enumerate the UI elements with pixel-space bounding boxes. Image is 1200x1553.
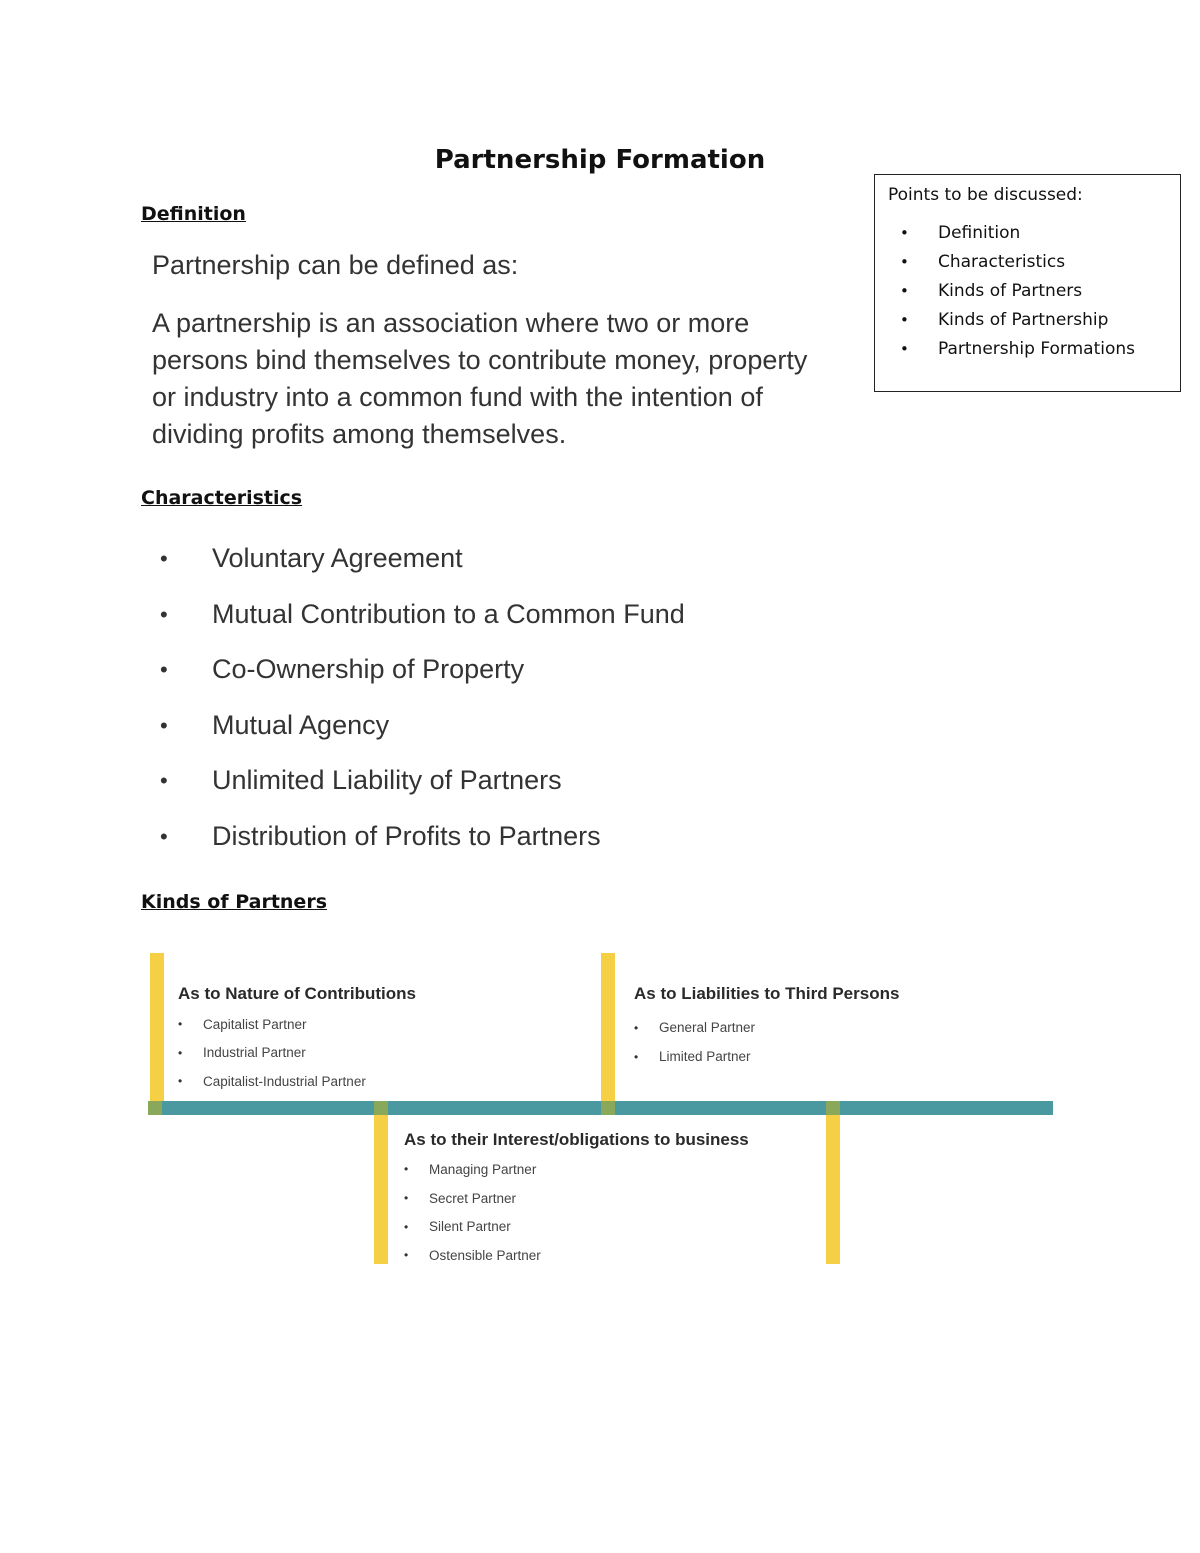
list-item xyxy=(160,587,685,643)
point-label: Definition xyxy=(938,222,1021,243)
partner-label: Capitalist Partner xyxy=(203,1016,307,1032)
timeline-post xyxy=(374,1115,388,1264)
characteristics-list xyxy=(160,531,685,865)
partner-label: Ostensible Partner xyxy=(429,1247,541,1263)
characteristic-label: Distribution of Profits to Partners xyxy=(212,820,601,851)
list-item xyxy=(160,698,685,754)
timeline-joint xyxy=(148,1101,162,1115)
group-title-contributions: As to Nature of Contributions xyxy=(178,984,416,1003)
definition-body: A partnership is an association where two or more persons bind themselves to contribute money, property or industry into a common fund with the intention of dividing profits among themselves. xyxy=(152,308,808,449)
list-item xyxy=(888,218,1180,247)
bullet-icon: • xyxy=(178,1017,183,1032)
group-title-interest: As to their Interest/obligations to business xyxy=(404,1130,749,1149)
bullet-icon: • xyxy=(160,823,168,849)
partner-label: Capitalist-Industrial Partner xyxy=(203,1073,366,1089)
bullet-icon: • xyxy=(178,1074,183,1089)
point-label: Partnership Formations xyxy=(938,338,1135,359)
bullet-icon: • xyxy=(160,768,168,794)
bullet-icon: • xyxy=(178,1045,183,1060)
point-label: Kinds of Partnership xyxy=(938,309,1109,330)
points-box-title: Points to be discussed: xyxy=(888,185,1083,205)
bullet-icon: • xyxy=(160,657,168,683)
timeline-post xyxy=(150,953,164,1101)
partner-label: Industrial Partner xyxy=(203,1045,306,1061)
bullet-icon: • xyxy=(404,1219,409,1234)
list-item xyxy=(888,334,1180,363)
points-list xyxy=(888,218,1180,363)
definition-heading: Definition xyxy=(141,203,246,225)
group-title-liabilities: As to Liabilities to Third Persons xyxy=(634,984,900,1003)
bullet-icon: • xyxy=(404,1248,409,1263)
list-item xyxy=(888,247,1180,276)
bullet-icon: • xyxy=(900,339,909,358)
group-list-interest xyxy=(404,1155,541,1270)
bullet-icon: • xyxy=(160,601,168,627)
partner-label: Managing Partner xyxy=(429,1161,537,1177)
timeline-post xyxy=(601,953,615,1101)
list-item xyxy=(404,1155,541,1184)
list-item xyxy=(160,531,685,587)
characteristic-label: Mutual Contribution to a Common Fund xyxy=(212,598,685,629)
bullet-icon: • xyxy=(160,712,168,738)
bullet-icon: • xyxy=(404,1162,409,1177)
list-item xyxy=(160,753,685,809)
characteristic-label: Unlimited Liability of Partners xyxy=(212,765,562,796)
list-item xyxy=(404,1212,541,1241)
page-title: Partnership Formation xyxy=(434,145,766,175)
partner-label: Secret Partner xyxy=(429,1190,517,1206)
bullet-icon: • xyxy=(404,1191,409,1206)
partner-label: Limited Partner xyxy=(659,1049,751,1064)
group-list-contributions xyxy=(178,1010,366,1096)
list-item xyxy=(160,642,685,698)
definition-intro: Partnership can be defined as: xyxy=(152,250,519,280)
bullet-icon: • xyxy=(900,310,909,329)
timeline-joint xyxy=(826,1101,840,1115)
characteristic-label: Co-Ownership of Property xyxy=(212,654,525,685)
list-item xyxy=(634,1013,755,1042)
list-item xyxy=(404,1241,541,1270)
bullet-icon: • xyxy=(900,252,909,271)
timeline-post xyxy=(826,1115,840,1264)
characteristic-label: Mutual Agency xyxy=(212,709,390,740)
bullet-icon: • xyxy=(160,546,168,571)
point-label: Kinds of Partners xyxy=(938,280,1083,301)
characteristic-label: Voluntary Agreement xyxy=(212,543,463,573)
points-box xyxy=(874,174,1181,392)
list-item xyxy=(888,305,1180,334)
kinds-of-partners-heading: Kinds of Partners xyxy=(141,891,328,913)
partner-label: General Partner xyxy=(659,1020,756,1035)
list-item xyxy=(888,276,1180,305)
bullet-icon: • xyxy=(634,1049,639,1064)
partner-label: Silent Partner xyxy=(429,1219,511,1235)
bullet-icon: • xyxy=(900,281,909,300)
list-item xyxy=(160,809,685,865)
timeline-joint xyxy=(601,1101,615,1115)
group-list-liabilities xyxy=(634,1013,755,1071)
point-label: Characteristics xyxy=(938,251,1066,272)
timeline-joint xyxy=(374,1101,388,1115)
characteristics-heading: Characteristics xyxy=(141,487,303,509)
bullet-icon: • xyxy=(634,1020,639,1035)
list-item xyxy=(178,1010,366,1039)
list-item xyxy=(634,1042,755,1071)
list-item xyxy=(178,1067,366,1096)
list-item xyxy=(404,1184,541,1213)
list-item xyxy=(178,1039,366,1068)
bullet-icon: • xyxy=(900,223,909,242)
